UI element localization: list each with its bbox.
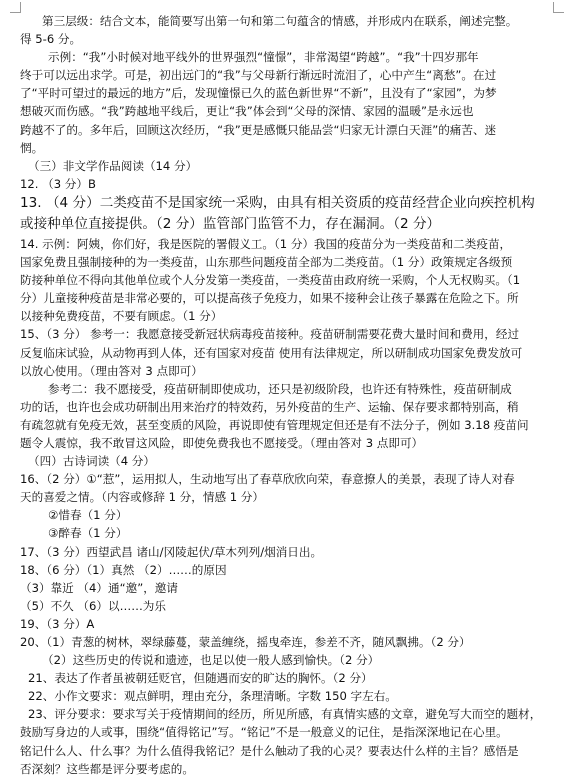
text-line: 得 5-6 分。 — [20, 32, 82, 47]
text-line: 12. （3 分）B — [20, 176, 96, 191]
text-line: 终于可以远出求学。可是，初出远门的“我”与父母新行渐远时流泪了，心中产生“离愁”。在过 — [20, 68, 497, 83]
answer-document — [20, 12, 556, 778]
text-line: 鼓励写身边的人或事，围绕“值得铭记”写。“铭记”不是一般意义的记住，是指深深地记在心里。 — [20, 725, 508, 740]
text-line: 22、小作文要求：观点鲜明，理由充分，条理清晰。字数 150 字左右。 — [28, 689, 397, 704]
text-line: 或接种单位直接提供。（2 分）监管部门监管不力，存在漏洞。（2 分） — [20, 215, 441, 232]
text-line: 反复临床试验，从动物再到人体，还有国家对疫苗 使用有法律规定，所以研制成功国家免费发放可 — [20, 345, 523, 360]
text-line: 14. 示例：阿姨，你们好，我是医院的署假义工。（1 分）我国的疫苗分为一类疫苗和二类疫苗， — [20, 236, 512, 251]
text-line: 分）儿童接种疫苗是非常必要的，可以提高孩子免疫力，如果不接种会让孩子暴露在危险之下。所 — [20, 291, 519, 306]
text-line: 18、（6 分）（1）真然 （2）……的原因 — [20, 562, 227, 577]
text-line: 以放心使用。（理由答对 3 点即可） — [20, 363, 203, 378]
text-line: 20、（1）青葱的树林，翠绿藤蔓，蒙盖缠绕，摇曳牵连，参差不齐，随风飘拂。（2 分） — [20, 635, 471, 649]
text-line: 21、表达了作者虽被朝廷贬官，但随遇而安的旷达的胸怀。（2 分） — [28, 671, 373, 686]
text-line: 想破灭而伤感。“我”跨越地平线后，更让“我”体会到“父母的深情、家园的温暖”是永远也 — [20, 104, 474, 119]
text-line: ②惜春（1 分） — [48, 508, 128, 523]
text-line: 有疏忽就有免疫无效，甚至变质的风险，再说即使有管理规定但还是有不法分子，例如 3.18 疫苗问 — [20, 417, 529, 432]
text-line: 铭记什么人、什么事？为什么值得我铭记？是什么触动了我的心灵？要表达什么样的主旨？感悟是 — [20, 743, 519, 758]
text-line: 19、（3 分）A — [20, 616, 95, 631]
text-line: 功的话，也许也会成功研制出用来治疗的特效药，另外疫苗的生产、运输、保存要求都特别高，稍 — [20, 399, 519, 414]
text-line: 惘。 — [20, 140, 44, 155]
text-line: 了“平时可望过的最远的地方”后，发现憧憬已久的蓝色新世界“不新”，且没有了“家园”，为梦 — [20, 86, 497, 101]
text-line: 否深刻？这些都是评分要考虑的。 — [20, 761, 194, 776]
text-line: （四）古诗词读（4 分） — [28, 454, 155, 469]
text-line: （5）不久 （6）以……为乐 — [20, 598, 166, 613]
text-line: 天的喜爱之情。（内容或修辞 1 分，情感 1 分） — [20, 490, 264, 505]
text-line: ③醉春（1 分） — [48, 526, 128, 541]
text-line: 国家免费且强制接种的为一类疫苗，山东那些问题疫苗全部为二类疫苗。（1 分）政策规定各级预 — [20, 255, 513, 270]
text-line: 13. （4 分）二类疫苗不是国家统一采购，由具有相关资质的疫苗经营企业向疾控机构 — [20, 194, 535, 211]
text-line: （3）靠近 （4）通“邀”，邀请 — [20, 580, 178, 595]
text-line: 参考二：我不愿接受，疫苗研制即使成功，还只是初级阶段，也许还有特殊性，疫苗研制成 — [48, 381, 512, 396]
text-line: （三）非文学作品阅读（14 分） — [28, 158, 198, 173]
text-line: 跨越不了的。多年后，回顾这次经历，“我”更是感慨只能品尝“归家无计漂白天涯”的痛苦、迷 — [20, 122, 497, 137]
text-line: 第三层级：结合文本，能简要写出第一句和第二句蕴含的情感，并形成内在联系，阐述完整。 — [42, 14, 518, 28]
text-line: 防接种单位不得向其他单位或个人分发第一类疫苗，一类疫苗由政府统一采购，个人无权购买。（1 — [20, 273, 521, 288]
text-line: （2）这些历史的传说和遗迹，也足以使一般人感到愉快。（2 分） — [42, 653, 380, 668]
text-line: 以接种免费疫苗，不要有顾虑。（1 分） — [20, 309, 223, 324]
text-line: 题令人震惊，我不敢冒这风险，即使免费我也不愿接受。（理由答对 3 点即可） — [20, 435, 424, 450]
text-line: 17、（3 分）西望武昌 诸山/冈陵起伏/草木列列/烟消日出。 — [20, 544, 323, 559]
text-line: 23、评分要求：要求写关于疫情期间的经历，所见所感，有真情实感的文章，避免写大而空的题材， — [28, 707, 542, 722]
text-line: 15、（3 分） 参考一：我愿意接受新冠状病毒疫苗接种。疫苗研制需要花费大量时间和费用，经过 — [20, 327, 520, 342]
text-line: 示例：“我”小时候对地平线外的世界强烈“憧憬”，非常渴望“跨越”。“我”十四岁那年 — [48, 50, 479, 65]
text-line: 16、（2 分）①“惹”，运用拟人，生动地写出了春草欣欣向荣，春意撩人的美景，表现了诗人对春 — [20, 472, 515, 487]
